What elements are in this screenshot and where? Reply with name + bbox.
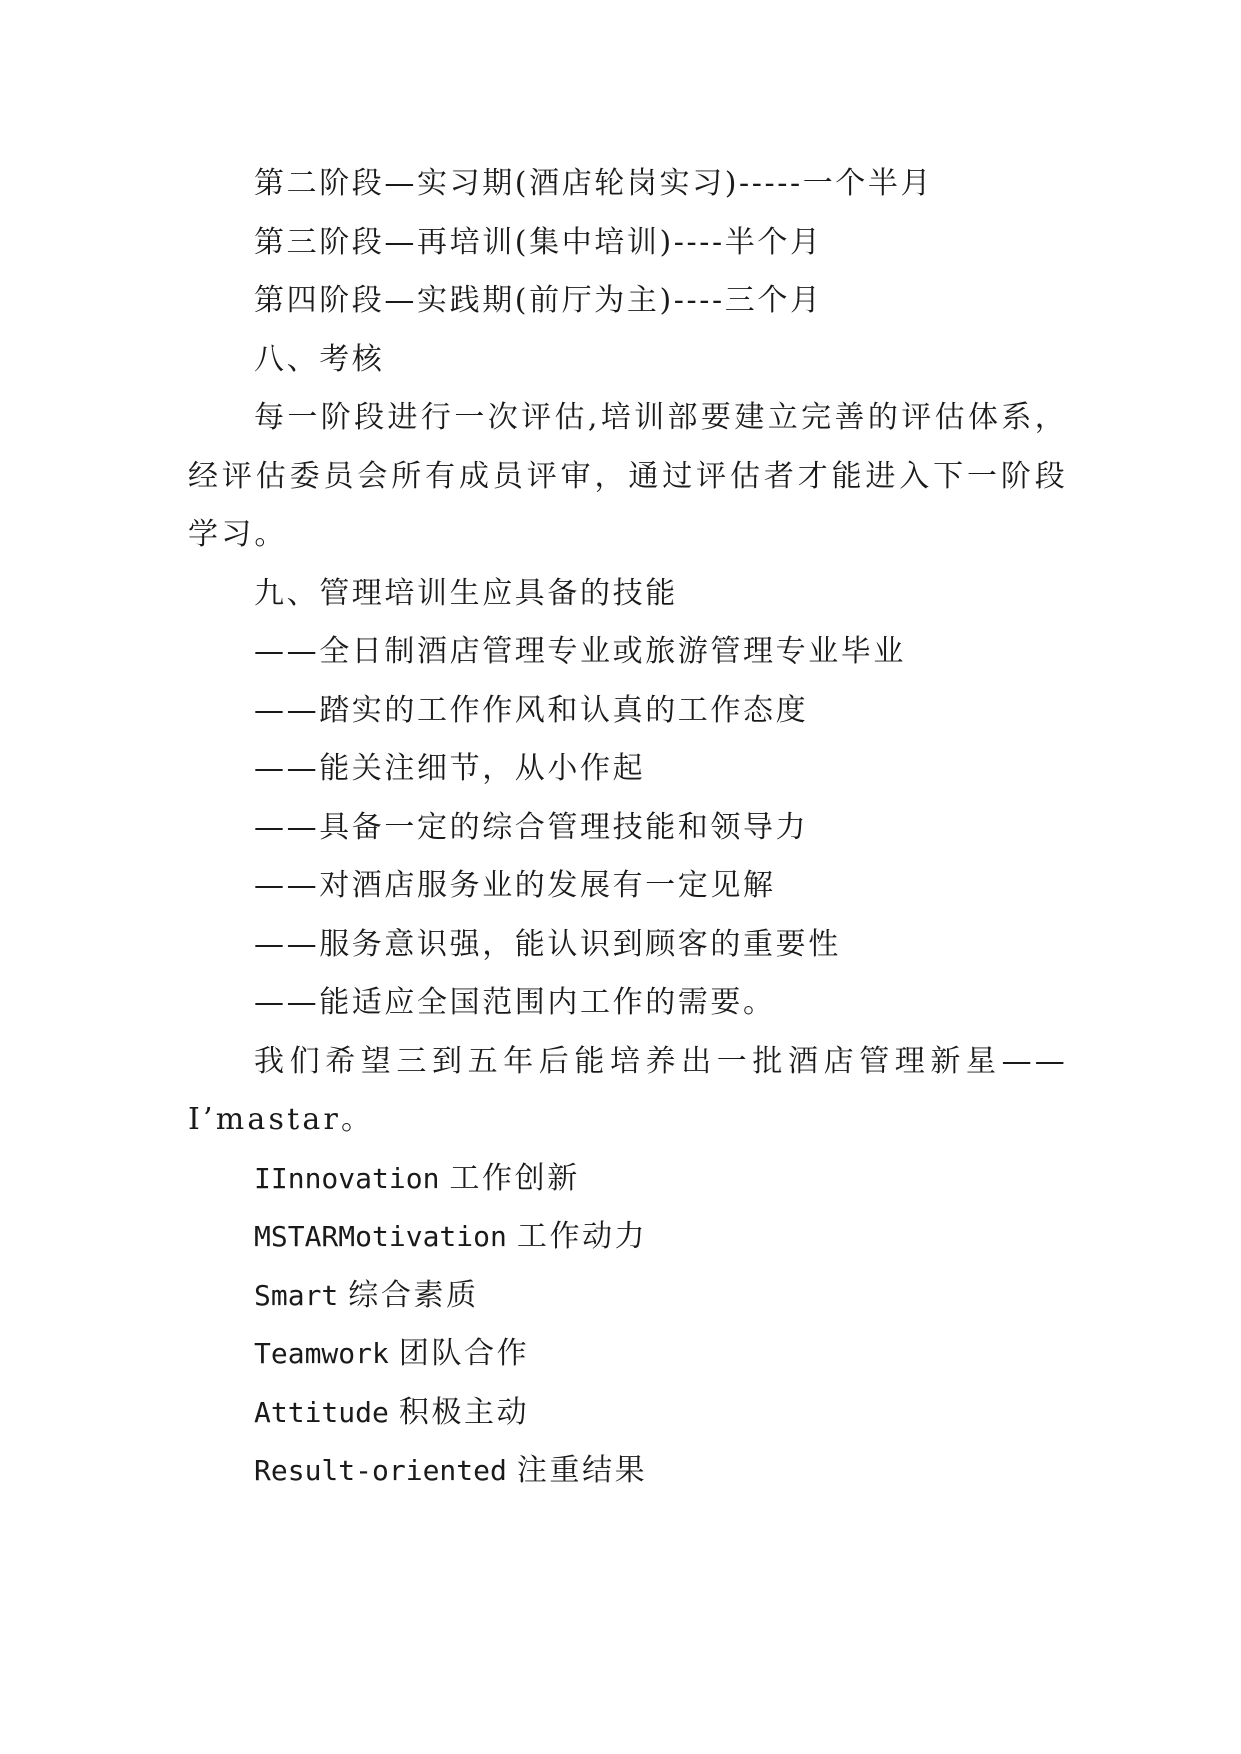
- acronym-en: Result-oriented: [254, 1454, 507, 1487]
- schedule-stage-4: 第四阶段—实践期(前厅为主)----三个月: [254, 283, 823, 318]
- skill-item: ——踏实的工作作风和认真的工作态度: [254, 692, 809, 728]
- acronym-en: IInnovation: [254, 1161, 440, 1195]
- skill-item: ——能适应全国范围内工作的需要。: [254, 985, 776, 1020]
- skill-item: ——具备一定的综合管理技能和领导力: [254, 809, 809, 845]
- acronym-item: [188, 1208, 1068, 1267]
- section-9-heading: 九、管理培训生应具备的技能: [254, 575, 678, 611]
- acronym-zh: 工作创新: [449, 1160, 580, 1196]
- closing-paragraph: 我们希望三到五年后能培养出一批酒店管理新星——I’mastar。: [188, 1043, 1068, 1137]
- acronym-item: [188, 1325, 1068, 1384]
- skill-item: ——对酒店服务业的发展有一定见解: [254, 868, 776, 903]
- document-body: [188, 155, 1068, 1501]
- skill-item: ——全日制酒店管理专业或旅游管理专业毕业: [254, 634, 906, 669]
- acronym-en: Teamwork: [254, 1337, 389, 1370]
- acronym-zh: 注重结果: [516, 1453, 648, 1488]
- acronym-item: [188, 1384, 1068, 1443]
- schedule-stage-2: 第二阶段—实习期(酒店轮岗实习)-----一个半月: [254, 166, 934, 201]
- acronym-en: Attitude: [254, 1395, 389, 1429]
- acronym-item: [188, 1150, 1068, 1209]
- acronym-item: [188, 1442, 1068, 1501]
- acronym-zh: 工作动力: [516, 1219, 648, 1254]
- acronym-en: Smart: [254, 1278, 339, 1312]
- acronym-zh: 综合素质: [348, 1277, 479, 1313]
- acronym-zh: 团队合作: [398, 1336, 530, 1371]
- skill-item: ——能关注细节，从小作起: [254, 751, 646, 786]
- acronym-zh: 积极主动: [398, 1394, 530, 1430]
- skill-item: ——服务意识强，能认识到顾客的重要性: [254, 926, 841, 962]
- schedule-stage-3: 第三阶段—再培训(集中培训)----半个月: [254, 224, 823, 260]
- acronym-en: MSTARMotivation: [254, 1220, 507, 1253]
- acronym-item: [188, 1267, 1068, 1326]
- section-8-paragraph: 每一阶段进行一次评估,培训部要建立完善的评估体系，经评估委员会所有成员评审，通过评估者才能进入下一阶段学习。: [188, 400, 1068, 552]
- section-8-heading: 八、考核: [254, 341, 385, 377]
